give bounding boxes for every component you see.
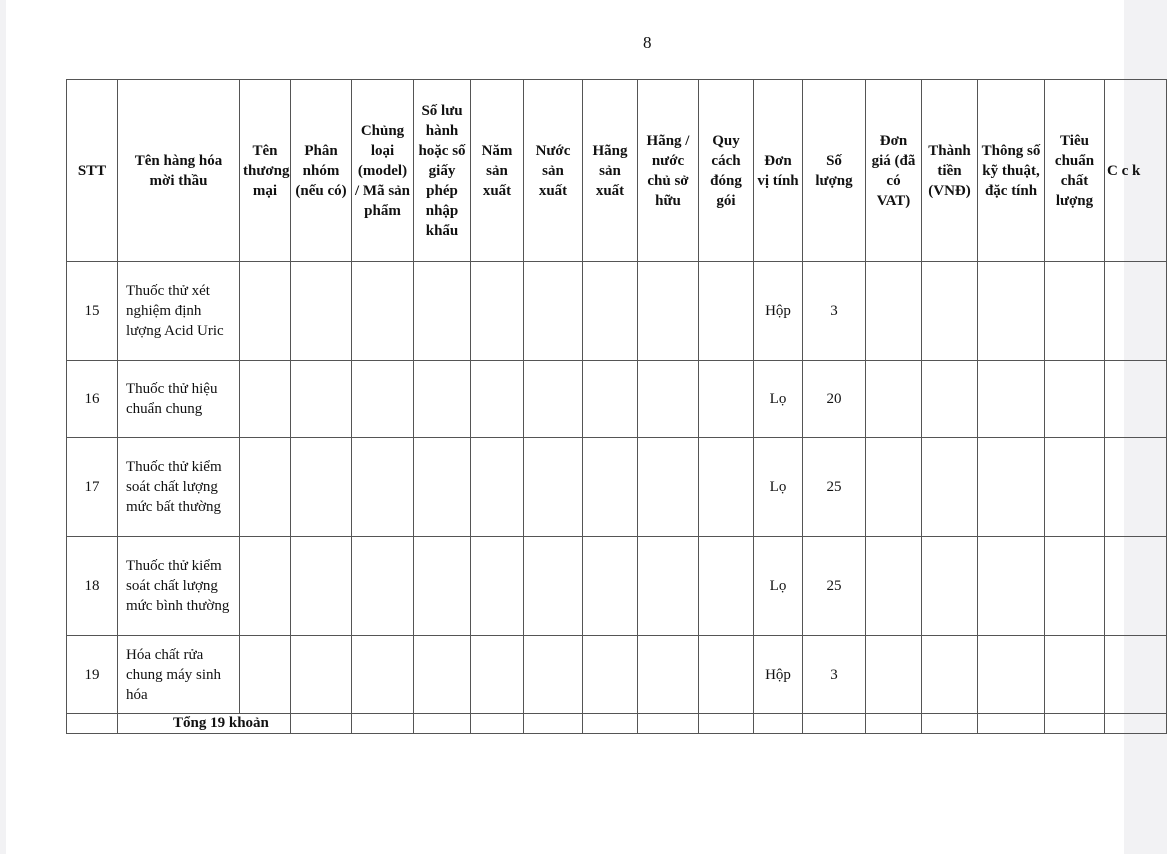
row-stt: 15: [67, 262, 118, 361]
column-header: Tên thương mại: [240, 80, 291, 262]
column-header: Chủng loại (model) / Mã sản phẩm: [352, 80, 414, 262]
total-label: Tổng 19 khoản: [118, 714, 291, 734]
column-header: Số lượng: [803, 80, 866, 262]
column-header-truncated: C c k: [1105, 80, 1167, 262]
row-item-name: Thuốc thử hiệu chuẩn chung: [118, 361, 240, 438]
column-header: Năm sản xuất: [471, 80, 524, 262]
table-row: [67, 636, 1167, 714]
column-header: Thông số kỹ thuật, đặc tính: [978, 80, 1045, 262]
row-quantity: 3: [803, 636, 866, 714]
row-unit: Lọ: [754, 438, 803, 537]
row-stt: 19: [67, 636, 118, 714]
column-header: Thành tiền (VNĐ): [922, 80, 978, 262]
column-header: Tiêu chuẩn chất lượng: [1045, 80, 1105, 262]
column-header: Hãng sản xuất: [583, 80, 638, 262]
table-row: [67, 262, 1167, 361]
page-number: 8: [643, 33, 652, 52]
table-row: [67, 438, 1167, 537]
document-page: [6, 0, 1141, 854]
row-unit: Hộp: [754, 636, 803, 714]
row-item-name: Thuốc thử kiểm soát chất lượng mức bất thường: [118, 438, 240, 537]
row-quantity: 25: [803, 438, 866, 537]
row-stt: 16: [67, 361, 118, 438]
row-item-name: Thuốc thử kiểm soát chất lượng mức bình thường: [118, 537, 240, 636]
total-row: [67, 714, 1167, 734]
column-header: Tên hàng hóa mời thầu: [118, 80, 240, 262]
column-header: Quy cách đóng gói: [699, 80, 754, 262]
row-item-name: Thuốc thử xét nghiệm định lượng Acid Uric: [118, 262, 240, 361]
row-unit: Lọ: [754, 361, 803, 438]
column-header: Số lưu hành hoặc số giấy phép nhập khẩu: [414, 80, 471, 262]
row-quantity: 20: [803, 361, 866, 438]
row-unit: Hộp: [754, 262, 803, 361]
column-header: Nước sản xuất: [524, 80, 583, 262]
column-header: STT: [67, 80, 118, 262]
column-header: Đơn giá (đã có VAT): [866, 80, 922, 262]
column-header: Phân nhóm (nếu có): [291, 80, 352, 262]
bid-items-table: [66, 79, 1167, 734]
table-row: [67, 361, 1167, 438]
row-item-name: Hóa chất rửa chung máy sinh hóa: [118, 636, 240, 714]
table-row: [67, 537, 1167, 636]
row-stt: 17: [67, 438, 118, 537]
column-header: Đơn vị tính: [754, 80, 803, 262]
row-quantity: 25: [803, 537, 866, 636]
table-header-row: [67, 80, 1167, 262]
row-quantity: 3: [803, 262, 866, 361]
row-stt: 18: [67, 537, 118, 636]
column-header: Hãng / nước chủ sở hữu: [638, 80, 699, 262]
row-unit: Lọ: [754, 537, 803, 636]
